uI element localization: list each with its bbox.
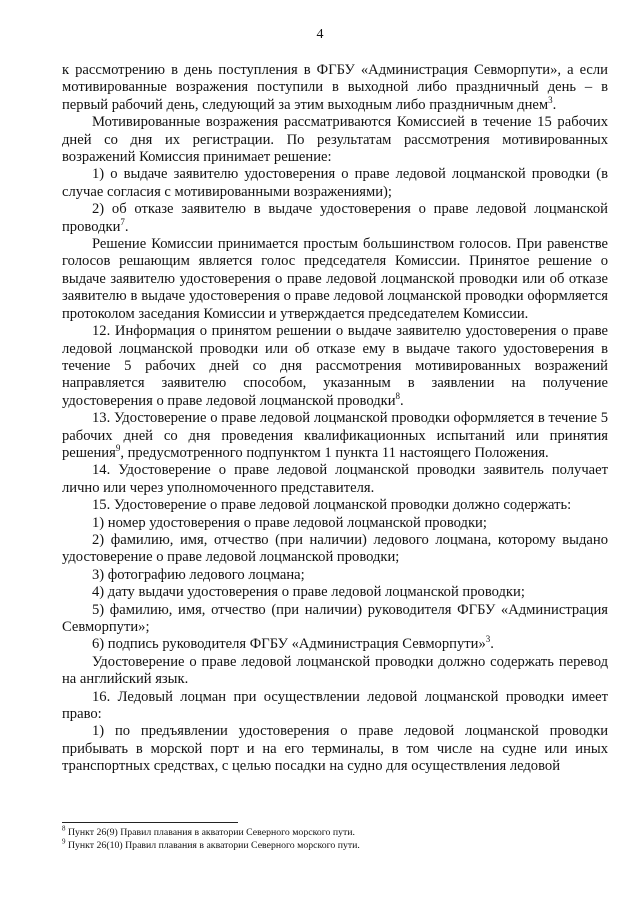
paragraph: 1) о выдаче заявителю удостоверения о праве ледовой лоцманской проводки (в случае согласия с мотивированными возражениями); [62, 166, 608, 200]
document-body [62, 62, 608, 776]
list-item: 1) по предъявлении удостоверения о праве ледовой лоцманской проводки прибывать в морской порт и на его терминалы, в том числе на судне или иных транспортных средствах, с целью посадки на судно для осуществления ледовой [62, 723, 608, 775]
paragraph: 16. Ледовый лоцман при осуществлении ледовой лоцманской проводки имеет право: [62, 688, 608, 723]
list-item: 3) фотографию ледового лоцмана; [92, 566, 305, 583]
paragraph: 15. Удостоверение о праве ледовой лоцманской проводки должно содержать: [92, 497, 572, 514]
paragraph: к рассмотрению в день поступления в ФГБУ «Администрация Севморпути», а если мотивированные возражения поступили в выходной либо праздничный день – в первый рабочий день, следующий за этим выходным либо праздничным днем$^3$. [62, 62, 608, 113]
page-number: 4 [316, 27, 324, 42]
paragraph: 14. Удостоверение о праве ледовой лоцманской проводки заявитель получает лично или через уполномоченного представителя. [62, 462, 608, 496]
footnote-ref: 7 [120, 216, 125, 227]
paragraph: 12. Информация о принятом решении о выдаче заявителю удостоверения о праве ледовой лоцманской проводки или об отказе ему в выдаче такого удостоверения в течение 5 рабочих дней со дня рассмотрения мотивированных возражений направляется заявителю способом, указанным в заявлении на получение удостоверения о праве ледовой лоцманской проводки$^8$. [62, 323, 608, 409]
footnote-ref: 3 [485, 634, 491, 645]
paragraph: 2) об отказе заявителю в выдаче удостоверения о праве ледовой лоцманской проводки$^7$. [62, 201, 608, 235]
footnote-divider [62, 822, 238, 823]
footnote-ref: 8 [395, 390, 401, 401]
paragraph: Удостоверение о праве ледовой лоцманской проводки должно содержать перевод на английский язык. [62, 653, 608, 688]
footnotes [62, 826, 608, 852]
paragraph: Мотивированные возражения рассматриваются Комиссией в течение 15 рабочих дней со дня их регистрации. По результатам рассмотрения мотивированных возражений Комиссия принимает решение: [62, 114, 608, 166]
paragraph: Решение Комиссии принимается простым большинством голосов. При равенстве голосов решающим является голос председателя Комиссии. Принятое решение о выдаче заявителю удостоверения о праве ледовой лоцманской проводки или об отказе заявителю в выдаче удостоверения о праве ледовой лоцманской проводки оформляется протоколом заседания Комиссии и утверждается председателем Комиссии. [62, 236, 608, 322]
footnote: $^9$ Пункт 26(10) Правил плавания в акватории Северного морского пути. [62, 837, 360, 851]
footnote-ref: 9 [115, 443, 121, 454]
footnote: $^8$ Пункт 26(9) Правил плавания в акватории Северного морского пути. [62, 824, 355, 838]
footnote-ref: 3 [548, 94, 553, 105]
list-item: 5) фамилию, имя, отчество (при наличии) руководителя ФГБУ «Администрация Севморпути»; [62, 601, 608, 635]
paragraph: 13. Удостоверение о праве ледовой лоцманской проводки оформляется в течение 5 рабочих дней со дня проведения квалификационных испытаний или принятия решения$^9$, предусмотренного подпунктом 1 пункта 11 настоящего Положения. [62, 410, 608, 461]
list-item: 4) дату выдачи удостоверения о праве ледовой лоцманской проводки; [92, 584, 525, 601]
list-item: 1) номер удостоверения о праве ледовой лоцманской проводки; [92, 514, 487, 531]
list-item: 6) подпись руководителя ФГБУ «Администрация Севморпути»$^3$. [92, 634, 494, 653]
list-item: 2) фамилию, имя, отчество (при наличии) ледового лоцмана, которому выдано удостоверение о праве ледовой лоцманской проводки; [62, 531, 608, 566]
